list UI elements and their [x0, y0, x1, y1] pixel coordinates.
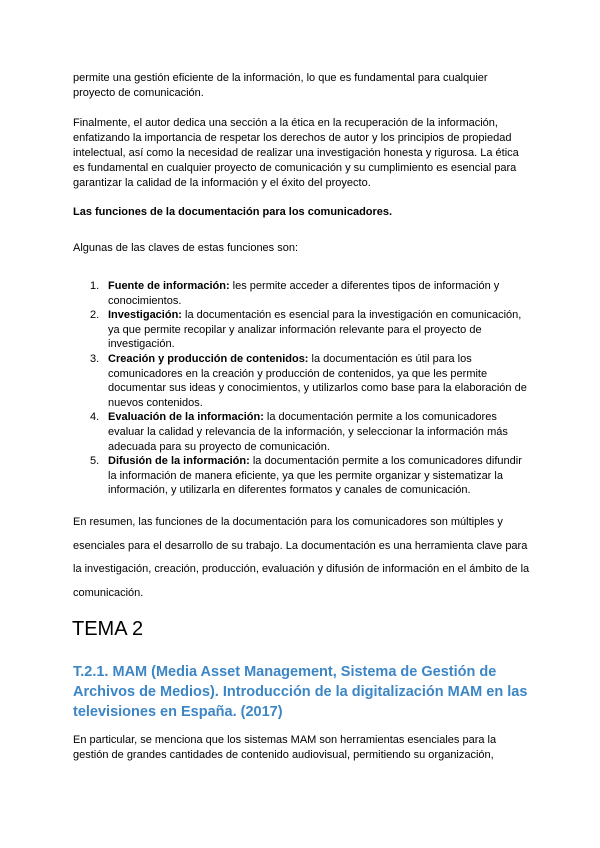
summary-paragraph: En resumen, las funciones de la documentación para los comunicadores son múltiples y esenciales para el desarrollo de su trabajo. La documentación es una herramienta clave para la investigación, creación, producción, evaluación y difusión de información en el ámbito de la comunicación.	[73, 516, 530, 599]
chapter-title: TEMA 2	[72, 618, 144, 640]
list-number: 3.	[90, 352, 100, 365]
list-item	[73, 279, 528, 308]
paragraph-ethics: Finalmente, el autor dedica una sección a la ética en la recuperación de la información, enfatizando la importancia de respetar los derechos de autor y los principios de propiedad intelectual, así como la necesidad de realizar una investigación honesta y rigurosa. La ética es fundamental en cualquier proyecto de comunicación y su cumplimiento es esencial para garantizar la calidad de la información y el éxito del proyecto.	[73, 117, 519, 189]
list-text: la documentación permite a los comunicadores difundir la información de manera eficiente, ya que les permite organizar y sistematizar la información, y utilizarla en diferentes formatos y canales de comunicación.	[108, 455, 522, 497]
list-term: Creación y producción de contenidos:	[108, 352, 309, 365]
list-term: Fuente de información:	[108, 280, 230, 292]
list-number: 5.	[90, 455, 100, 468]
list-term: Investigación:	[108, 309, 182, 322]
list-text: la documentación permite a los comunicadores evaluar la calidad y relevancia de la información, y seleccionar la información más adecuada para su proyecto de comunicación.	[108, 411, 508, 453]
list-number: 4.	[90, 411, 100, 424]
list-text: la documentación es útil para los comunicadores en la creación y producción de contenidos, ya que les permite documentar sus ideas y conocimientos, y utilizarlos como base para la elaboración de nuevos contenidos.	[108, 352, 527, 409]
functions-list	[73, 279, 528, 498]
list-item	[73, 454, 528, 498]
section-subtitle: T.2.1. MAM (Media Asset Management, Sistema de Gestión de Archivos de Medios). Introducción de la digitalización MAM en las televisiones en España. (2017)	[73, 664, 528, 720]
list-item	[73, 308, 528, 352]
list-text: les permite acceder a diferentes tipos de información y conocimientos.	[108, 280, 500, 307]
list-text: la documentación es esencial para la investigación en comunicación, ya que permite recopilar y analizar información relevante para el proyecto de investigación.	[108, 309, 522, 351]
paragraph-continuation: permite una gestión eficiente de la información, lo que es fundamental para cualquier proyecto de comunicación.	[73, 72, 488, 99]
list-number: 2.	[90, 309, 100, 322]
list-term: Evaluación de la información:	[108, 411, 264, 424]
list-item	[73, 352, 528, 410]
list-number: 1.	[90, 280, 100, 292]
section-heading: Las funciones de la documentación para los comunicadores.	[73, 206, 393, 218]
closing-paragraph: En particular, se menciona que los sistemas MAM son herramientas esenciales para la gestión de grandes cantidades de contenido audiovisual, permitiendo su organización,	[73, 734, 497, 761]
list-intro: Algunas de las claves de estas funciones son:	[73, 242, 299, 254]
list-item	[73, 410, 528, 454]
list-term: Difusión de la información:	[108, 455, 250, 468]
